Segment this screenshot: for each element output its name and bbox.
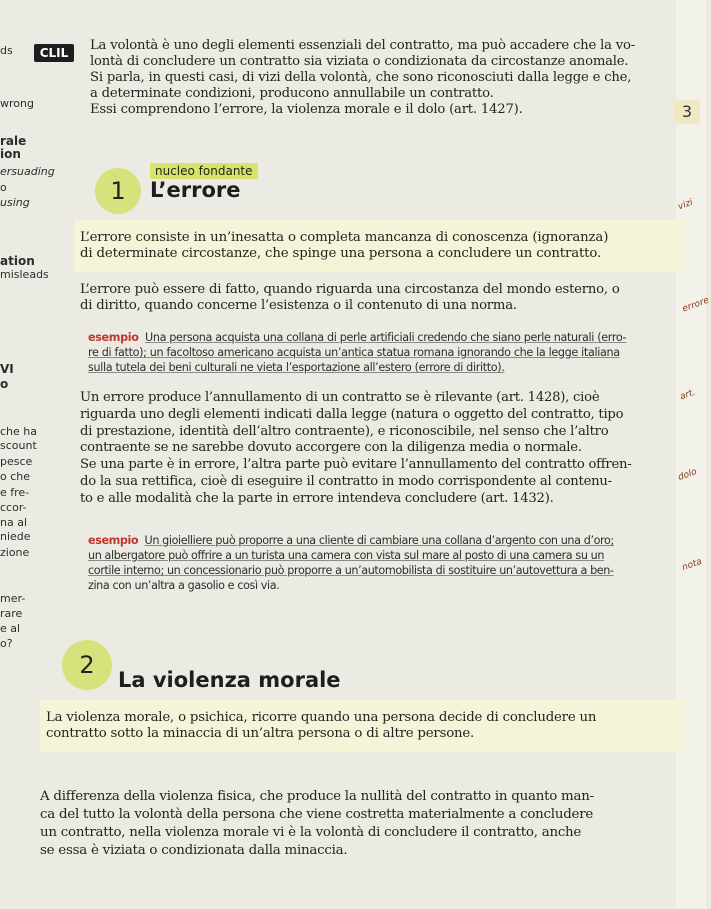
handwritten-note: dolo [676, 467, 699, 483]
margin-gloss-item: na al [0, 516, 28, 529]
margin-gloss-item: rare [0, 607, 23, 620]
margin-gloss-item: o [0, 181, 7, 194]
nucleo-fondante-tag: nucleo fondante [150, 163, 258, 179]
margin-gloss-item: ersuading [0, 165, 55, 178]
margin-gloss-item: o? [0, 637, 13, 650]
paragraph-line: riguarda uno degli elementi indicati dalla legge (natura o oggetto del contratto, tipo [80, 406, 624, 422]
example-rettifica [88, 533, 614, 593]
paragraph-line: se essa è viziata o condizionata dalla minaccia. [40, 843, 348, 858]
example-text: Una persona acquista una collana di perle artificiali credendo che siano perle naturali (erro- [145, 331, 627, 344]
margin-glossary [0, 0, 72, 909]
handwritten-note: vizi [676, 197, 695, 213]
example-line [88, 533, 614, 548]
paragraph-line: A differenza della violenza fisica, che produce la nullità del contratto in quanto man- [40, 789, 594, 804]
clil-badge: CLIL [34, 44, 74, 62]
example-line: sulla tutela dei beni culturali ne vieta l’esportazione all’estero (errore di diritto). [88, 361, 505, 374]
margin-gloss-item: ation [0, 254, 35, 268]
example-label: esempio [88, 534, 139, 547]
handwritten-note: errore [681, 295, 711, 315]
paragraph-line: un contratto, nella violenza morale vi è la volontà di concludere il contratto, anche [40, 825, 582, 840]
paragraph-line: Se una parte è in errore, l’altra parte può evitare l’annullamento del contratto offren- [80, 457, 632, 473]
example-label: esempio [88, 331, 139, 344]
definition-line: L’errore consiste in un’inesatta o completa mancanza di conoscenza (ignoranza) [80, 230, 609, 245]
margin-gloss-item: o [0, 377, 9, 391]
paragraph-line: Un errore produce l’annullamento di un contratto se è rilevante (art. 1428), cioè [80, 390, 600, 405]
margin-gloss-item: VI [0, 362, 14, 376]
example-line: re di fatto); un facoltoso americano acquista un’antica statua romana ignorando che la legge italiana [88, 346, 620, 359]
example-line: un albergatore può offrire a un turista una camera con vista sul mare al posto di una camera su un [88, 549, 605, 562]
paragraph-line: ca del tutto la volontà della persona che viene costretta materialmente a concludere [40, 807, 594, 822]
margin-gloss-item: o che [0, 470, 31, 483]
margin-gloss-item: e fre- [0, 486, 30, 499]
margin-gloss-item: using [0, 196, 30, 209]
intro-line: a determinate condizioni, producono annullabile un contratto. [90, 86, 494, 101]
margin-gloss-item: e al [0, 622, 21, 635]
section-title-violenza-morale: La violenza morale [118, 668, 341, 692]
errore-rilevante-paragraph [80, 390, 631, 508]
margin-gloss-item: niede [0, 530, 31, 543]
margin-gloss-item: pesce [0, 455, 33, 468]
intro-line: La volontà è uno degli elementi essenziali del contratto, ma può accadere che la vo- [90, 38, 635, 53]
section-title-errore: L’errore [150, 178, 241, 202]
example-errore [88, 330, 626, 375]
margin-gloss-item: ion [0, 147, 21, 161]
definition-line: contratto sotto la minaccia di un’altra persona o di altre persone. [46, 726, 475, 741]
example-line: zina con un’altra a gasolio e così via. [88, 579, 280, 592]
definition-line: La violenza morale, o psichica, ricorre quando una persona decide di concludere un [46, 710, 597, 725]
handwritten-note: art. [678, 387, 697, 403]
handwritten-note: nota [680, 556, 704, 574]
definition-violenza [46, 710, 596, 742]
definition-line: di determinate circostanze, che spinge una persona a concludere un contratto. [80, 246, 602, 261]
paragraph-line: di prestazione, identità dell’altro contraente), e riconoscibile, nel senso che l’altro [80, 423, 609, 439]
margin-gloss-item: zione [0, 546, 30, 559]
margin-gloss-item: wrong [0, 97, 34, 110]
margin-gloss-item: che ha [0, 425, 37, 438]
margin-gloss-item: misleads [0, 268, 49, 281]
example-line: cortile interno; un concessionario può proporre a un’automobilista di sostituire un’autovettura a ben- [88, 564, 614, 577]
intro-paragraph [90, 38, 635, 118]
paragraph-line: do la sua rettifica, cioè di eseguire il contratto in modo corrispondente al contenu- [80, 473, 612, 489]
paragraph-line: contraente se ne sarebbe dovuto accorgere con la diligenza media o normale. [80, 440, 582, 456]
section-number-2: 2 [62, 640, 112, 690]
paragraph-line: L’errore può essere di fatto, quando riguarda una circostanza del mondo esterno, o [80, 282, 620, 297]
intro-line: lontà di concludere un contratto sia viziata o condizionata da circostanze anomale. [90, 54, 629, 69]
margin-gloss-item: scount [0, 439, 37, 452]
example-line [88, 330, 626, 345]
paragraph-line: to e alle modalità che la parte in errore intendeva concludere (art. 1432). [80, 490, 554, 506]
violenza-fisica-paragraph [40, 788, 594, 860]
intro-line: Essi comprendono l’errore, la violenza morale e il dolo (art. 1427). [90, 102, 523, 117]
intro-line: Si parla, in questi casi, di vizi della volontà, che sono riconosciuti dalla legge e che, [90, 70, 632, 85]
margin-gloss-item: ccor- [0, 501, 27, 514]
margin-gloss-item: mer- [0, 592, 26, 605]
paragraph-line: di diritto, quando concerne l’esistenza o il contenuto di una norma. [80, 298, 517, 313]
margin-gloss-item: rale [0, 134, 27, 148]
section-number-1: 1 [95, 168, 141, 214]
example-text: Un gioielliere può proporre a una cliente di cambiare una collana d’argento con una d’oro; [144, 534, 614, 547]
chapter-tab: 3 [674, 100, 700, 124]
definition-errore [80, 230, 608, 262]
errore-types-paragraph [80, 282, 620, 314]
margin-gloss-item: ds [0, 44, 13, 57]
right-margin-notes [676, 0, 711, 909]
